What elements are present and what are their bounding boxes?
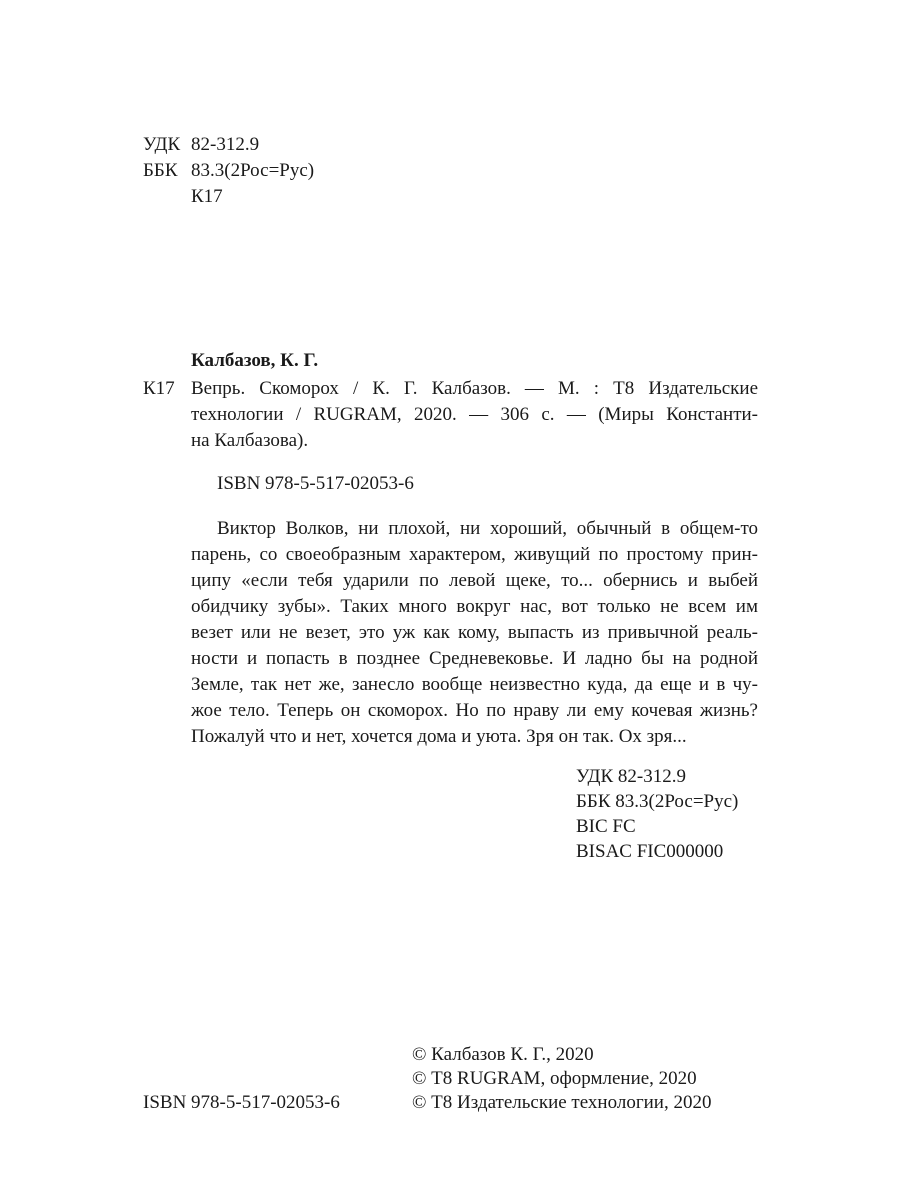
annotation-line: везет или не везет, это уж как кому, выпасть из привычной реаль- — [191, 622, 758, 643]
bibliographic-description — [191, 377, 758, 455]
author-mark-label — [143, 185, 191, 211]
author-mark-value: К17 — [191, 186, 223, 207]
udk-row — [143, 133, 314, 159]
annotation-line: ности и попасть в позднее Средневековье. И ладно бы на родной — [191, 648, 758, 669]
call-mark: К17 — [143, 378, 175, 399]
bbk-label: ББК — [143, 160, 178, 181]
copyright-line: © Т8 RUGRAM, оформление, 2020 — [412, 1068, 697, 1089]
copyright-line: © Т8 Издательские технологии, 2020 — [412, 1092, 712, 1113]
subject-codes — [576, 765, 738, 865]
subject-code-udk: УДК 82-312.9 — [576, 766, 686, 787]
biblio-line: на Калбазова). — [191, 430, 309, 451]
copyright-line: © Калбазов К. Г., 2020 — [412, 1044, 594, 1065]
footer-isbn: ISBN 978-5-517-02053-6 — [143, 1092, 340, 1113]
annotation-line: Земле, так нет же, занесло вообще неизвестно куда, да еще и в чу- — [191, 674, 758, 695]
udk-label: УДК — [143, 134, 181, 155]
annotation-line: жое тело. Теперь он скоморох. Но по нраву ли ему кочевая жизнь? — [191, 700, 758, 721]
bbk-row — [143, 159, 314, 185]
author-mark-row — [143, 185, 314, 211]
subject-code-bbk: ББК 83.3(2Рос=Рус) — [576, 791, 739, 812]
biblio-line: технологии / RUGRAM, 2020. — 306 с. — (Миры Константи- — [191, 404, 758, 425]
udk-value: 82-312.9 — [191, 134, 260, 155]
annotation-line: обидчику зубы». Таких много вокруг нас, вот только не всем им — [191, 596, 758, 617]
isbn-entry: ISBN 978-5-517-02053-6 — [217, 473, 414, 494]
annotation-line: ципу «если тебя ударили по левой щеке, то... обернись и выбей — [191, 570, 758, 591]
copyright-block — [412, 1043, 711, 1115]
biblio-line: Вепрь. Скоморох / К. Г. Калбазов. — М. : Т8 Издательские — [191, 378, 758, 399]
annotation — [191, 517, 758, 751]
annotation-line: Виктор Волков, ни плохой, ни хороший, обычный в общем-то — [217, 518, 758, 539]
classification-codes — [143, 133, 314, 211]
bbk-value: 83.3(2Рос=Рус) — [191, 160, 315, 181]
author-heading: Калбазов, К. Г. — [191, 350, 319, 371]
subject-code-bisac: BISAC FIC000000 — [576, 841, 724, 862]
annotation-line: парень, со своеобразным характером, живущий по простому прин- — [191, 544, 758, 565]
subject-code-bic: BIC FC — [576, 816, 636, 837]
annotation-line: Пожалуй что и нет, хочется дома и уюта. Зря он так. Ох зря... — [191, 726, 687, 747]
